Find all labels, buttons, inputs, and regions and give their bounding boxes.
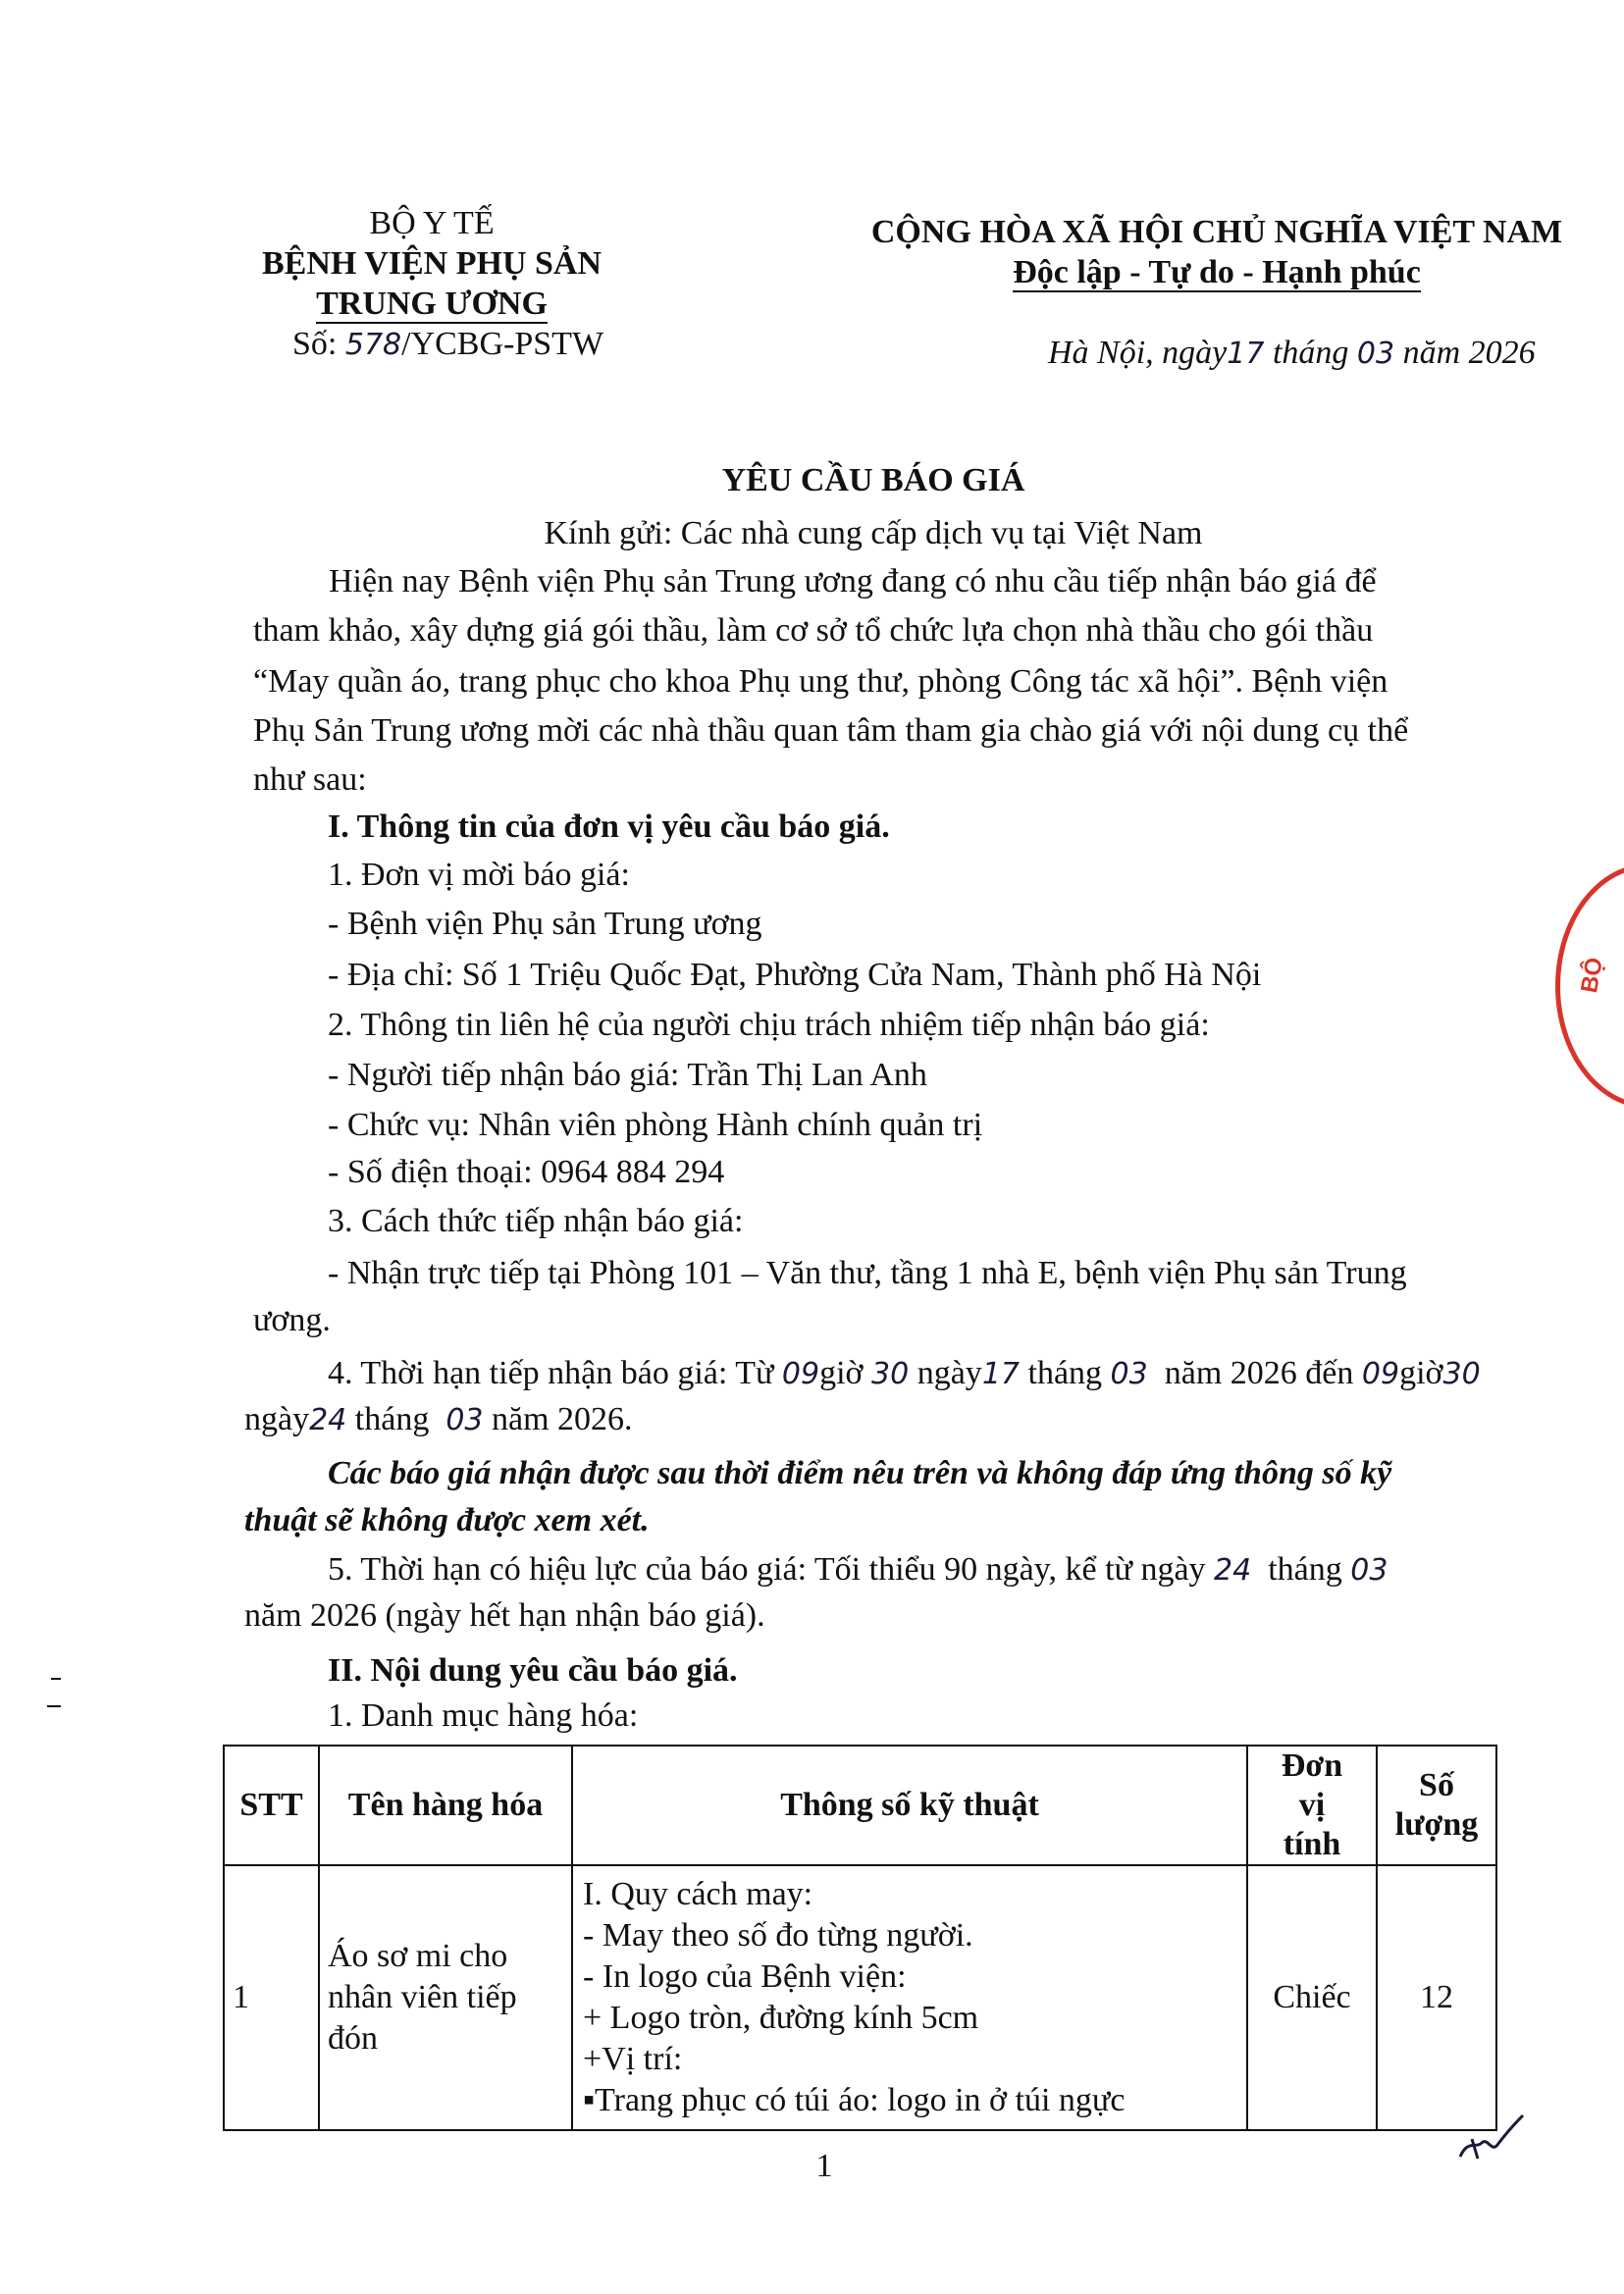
unit-address: - Địa chỉ: Số 1 Triệu Quốc Đạt, Phường Cửa Nam, Thành phố Hà Nội bbox=[328, 957, 1262, 993]
intro-line-3: “May quần áo, trang phục cho khoa Phụ ung thư, phòng Công tác xã hội”. Bệnh viện bbox=[253, 663, 1388, 700]
row-goods-name-line-3: đón bbox=[328, 2020, 378, 2057]
header-quantity-line-1: Số bbox=[1419, 1767, 1454, 1803]
deadline-day-label-2: ngày bbox=[244, 1401, 310, 1437]
hospital-name-line2-text: TRUNG ƯƠNG bbox=[316, 286, 548, 322]
validity-month-label: tháng bbox=[1268, 1551, 1342, 1588]
deadline-start-minute: 30 bbox=[871, 1357, 910, 1391]
page-number: 1 bbox=[815, 2148, 833, 2184]
header-unit bbox=[1247, 1746, 1377, 1865]
intro-line-2: tham khảo, xây dựng giá gói thầu, làm cơ sở tổ chức lựa chọn nhà thầu cho gói thầu bbox=[253, 612, 1374, 649]
national-motto bbox=[864, 253, 1570, 292]
row-unit: Chiếc bbox=[1247, 1865, 1377, 2130]
intro-line-4: Phụ Sản Trung ương mời các nhà thầu quan tâm tham gia chào giá với nội dung cụ thể bbox=[253, 712, 1409, 749]
intro-line-1: Hiện nay Bệnh viện Phụ sản Trung ương đang có nhu cầu tiếp nhận báo giá để bbox=[329, 563, 1377, 600]
section-2-heading: II. Nội dung yêu cầu báo giá. bbox=[328, 1652, 738, 1689]
validity-line-2: năm 2026 (ngày hết hạn nhận báo giá). bbox=[244, 1597, 765, 1634]
margin-mark-2 bbox=[47, 1705, 61, 1707]
deadline-day-label: ngày bbox=[917, 1355, 982, 1391]
section-1-heading: I. Thông tin của đơn vị yêu cầu báo giá. bbox=[328, 808, 890, 845]
header-specification: Thông số kỹ thuật bbox=[572, 1746, 1247, 1865]
requesting-unit: - Bệnh viện Phụ sản Trung ương bbox=[328, 906, 762, 942]
hospital-name-line2 bbox=[226, 285, 638, 324]
stamp-text: BỘ bbox=[1576, 955, 1608, 995]
deadline-mid: năm 2026 đến bbox=[1164, 1355, 1354, 1391]
warning-line-1: Các báo giá nhận được sau thời điểm nêu trên và không đáp ứng thông số kỹ bbox=[328, 1455, 1392, 1491]
deadline-end-day: 24 bbox=[309, 1403, 347, 1437]
hospital-name-line1: BỆNH VIỆN PHỤ SẢN bbox=[261, 245, 602, 282]
section-1-item-1: 1. Đơn vị mời báo giá: bbox=[328, 857, 630, 893]
issue-date-month: 03 bbox=[1356, 337, 1395, 371]
receiving-method-line-2: ương. bbox=[253, 1302, 331, 1338]
deadline-hour-label: giờ bbox=[819, 1355, 864, 1391]
contact-person: - Người tiếp nhận báo giá: Trần Thị Lan Anh bbox=[328, 1057, 927, 1093]
recipient-line: Kính gửi: Các nhà cung cấp dịch vụ tại Việt Nam bbox=[544, 515, 1203, 551]
validity-month: 03 bbox=[1350, 1553, 1388, 1588]
goods-table bbox=[223, 1745, 1497, 2131]
header-quantity bbox=[1377, 1746, 1496, 1865]
margin-mark-1 bbox=[51, 1678, 61, 1680]
header-stt: STT bbox=[224, 1746, 319, 1865]
receiving-method-line-1: - Nhận trực tiếp tại Phòng 101 – Văn thư, tầng 1 nhà E, bệnh viện Phụ sản Trung bbox=[328, 1255, 1407, 1291]
deadline-hour-label-2: giờ bbox=[1399, 1355, 1443, 1391]
deadline-end-month: 03 bbox=[445, 1403, 484, 1437]
section-2-item-1: 1. Danh mục hàng hóa: bbox=[328, 1697, 639, 1734]
header-goods-name: Tên hàng hóa bbox=[319, 1746, 572, 1865]
issue-date bbox=[1048, 334, 1536, 374]
table-row bbox=[224, 1865, 1496, 2130]
initials-signature-icon bbox=[1452, 2110, 1531, 2168]
document-number-handwritten: 578 bbox=[344, 328, 402, 362]
header-unit-line-3: tính bbox=[1283, 1826, 1341, 1862]
row-goods-name bbox=[319, 1865, 572, 2130]
deadline-line-2 bbox=[244, 1400, 633, 1440]
deadline-end-hour: 09 bbox=[1361, 1357, 1400, 1391]
spec-line-6: ▪Trang phục có túi áo: logo in ở túi ngực bbox=[583, 2082, 1126, 2118]
issue-date-day: 17 bbox=[1227, 337, 1265, 371]
section-1-item-2: 2. Thông tin liên hệ của người chịu trách nhiệm tiếp nhận báo giá: bbox=[328, 1007, 1210, 1043]
row-specification bbox=[572, 1865, 1247, 2130]
header-unit-line-1: Đơn bbox=[1281, 1747, 1343, 1784]
deadline-end: năm 2026. bbox=[492, 1401, 633, 1437]
spec-line-4: + Logo tròn, đường kính 5cm bbox=[583, 2000, 979, 2036]
warning-line-2: thuật sẽ không được xem xét. bbox=[244, 1502, 650, 1538]
row-goods-name-line-2: nhân viên tiếp bbox=[328, 1979, 517, 2015]
spec-line-1: I. Quy cách may: bbox=[583, 1876, 813, 1912]
deadline-start-hour: 09 bbox=[781, 1357, 820, 1391]
deadline-end-minute: 30 bbox=[1442, 1357, 1481, 1391]
contact-position: - Chức vụ: Nhân viên phòng Hành chính quản trị bbox=[328, 1107, 983, 1143]
section-1-item-3: 3. Cách thức tiếp nhận báo giá: bbox=[328, 1203, 744, 1239]
header-quantity-line-2: lượng bbox=[1394, 1806, 1479, 1843]
deadline-start-day: 17 bbox=[981, 1357, 1020, 1391]
document-number-prefix: Số: bbox=[292, 326, 338, 362]
contact-phone: - Số điện thoại: 0964 884 294 bbox=[328, 1154, 725, 1190]
validity-day: 24 bbox=[1214, 1553, 1252, 1588]
document-title: YÊU CẦU BÁO GIÁ bbox=[721, 462, 1025, 498]
intro-line-5: như sau: bbox=[253, 761, 367, 798]
issue-date-place: Hà Nội, ngày bbox=[1048, 335, 1228, 371]
deadline-month-label-2: tháng bbox=[354, 1401, 430, 1437]
row-goods-name-line-1: Áo sơ mi cho bbox=[328, 1938, 508, 1974]
spec-line-5: +Vị trí: bbox=[583, 2041, 683, 2077]
document-number bbox=[292, 325, 603, 365]
deadline-start-month: 03 bbox=[1110, 1357, 1148, 1391]
ministry-name: BỘ Y TẾ bbox=[369, 205, 495, 241]
deadline-prefix: 4. Thời hạn tiếp nhận báo giá: Từ bbox=[328, 1355, 774, 1391]
document-number-suffix: /YCBG-PSTW bbox=[401, 326, 604, 362]
spec-line-2: - May theo số đo từng người. bbox=[583, 1917, 973, 1954]
validity-prefix: 5. Thời hạn có hiệu lực của báo giá: Tối thiểu 90 ngày, kể từ ngày bbox=[328, 1551, 1206, 1588]
issue-date-month-label: tháng bbox=[1272, 335, 1349, 371]
spec-line-3: - In logo của Bệnh viện: bbox=[583, 1958, 907, 1995]
country-name: CỘNG HÒA XÃ HỘI CHỦ NGHĨA VIỆT NAM bbox=[870, 214, 1563, 250]
deadline-line-1 bbox=[328, 1354, 1481, 1394]
issue-date-year: năm 2026 bbox=[1402, 335, 1536, 371]
row-quantity: 12 bbox=[1377, 1865, 1496, 2130]
table-header-row bbox=[224, 1746, 1496, 1865]
national-motto-text: Độc lập - Tự do - Hạnh phúc bbox=[1013, 254, 1421, 290]
header-unit-line-2: vị bbox=[1298, 1787, 1326, 1823]
deadline-month-label: tháng bbox=[1027, 1355, 1103, 1391]
validity-line-1 bbox=[328, 1550, 1388, 1590]
row-stt: 1 bbox=[224, 1865, 319, 2130]
